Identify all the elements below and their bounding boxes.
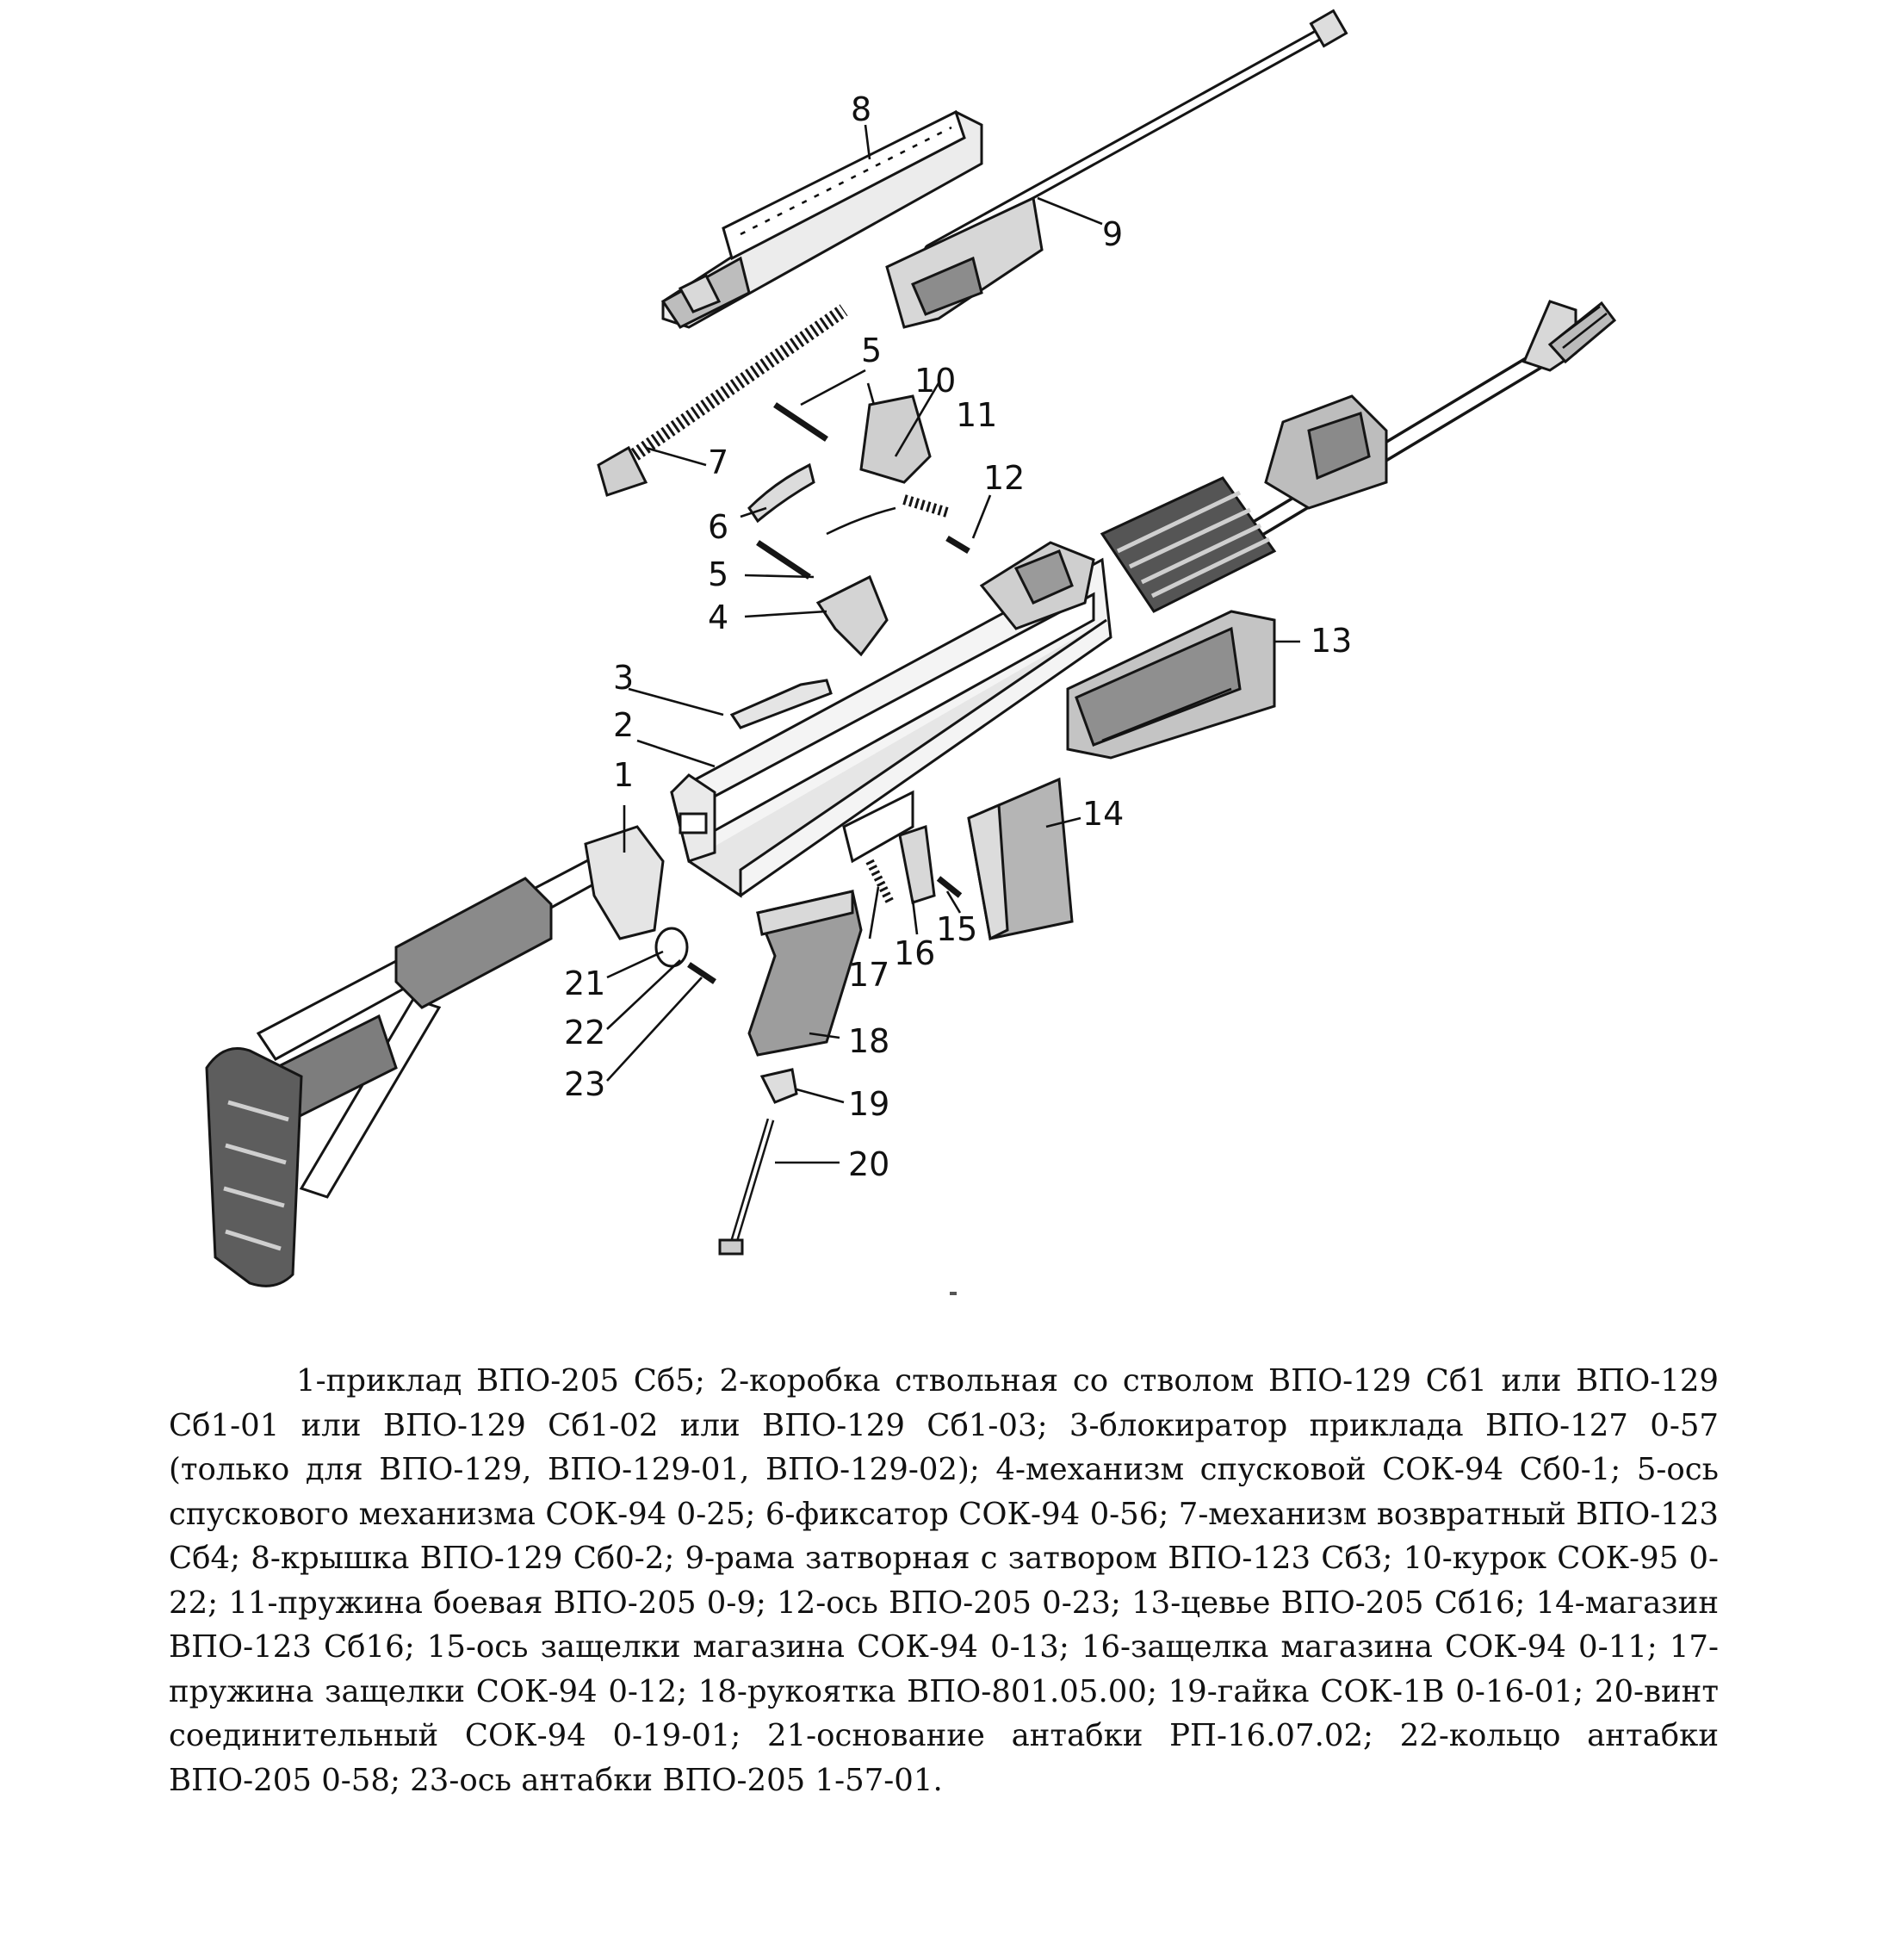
label-17: 17 xyxy=(848,956,890,994)
label-10: 10 xyxy=(914,362,957,400)
label-19: 19 xyxy=(848,1085,890,1123)
label-15: 15 xyxy=(936,910,978,948)
label-23: 23 xyxy=(564,1065,606,1103)
label-7: 7 xyxy=(708,443,729,481)
label-6: 6 xyxy=(708,508,729,546)
label-12: 12 xyxy=(983,459,1026,497)
label-11: 11 xyxy=(956,396,998,434)
part-upper-handguard xyxy=(1102,478,1274,611)
label-13: 13 xyxy=(1311,622,1353,660)
label-21: 21 xyxy=(564,964,606,1002)
part-magazine xyxy=(969,779,1072,939)
part-barrel xyxy=(1205,301,1614,560)
label-14: 14 xyxy=(1082,795,1125,833)
label-4: 4 xyxy=(708,599,729,636)
stray-mark xyxy=(950,1292,957,1295)
label-20: 20 xyxy=(848,1145,890,1183)
parts-legend-caption: 1-приклад ВПО-205 Сб5; 2-коробка ствольная со стволом ВПО-129 Сб1 или ВПО-129 Сб1-01 или ВПО-129 Сб1-02 или ВПО-129 Сб1-03; 3-блокиратор приклада ВПО-127 0-57 (только для ВПО-129, ВПО-129-01, ВПО-129-02); 4-механизм спусковой СОК-94 Сб0-1; 5-ось спускового механизма СОК-94 0-25; 6-фиксатор СОК-94 0-56; 7-механизм возвратный ВПО-123 Сб4; 8-крышка ВПО-129 Сб0-2; 9-рама затворная с затвором ВПО-123 Сб3; 10-курок СОК-95 0-22; 11-пружина боевая ВПО-205 0-9; 12-ось ВПО-205 0-23; 13-цевье ВПО-205 Сб16; 14-магазин ВПО-123 Сб16; 15-ось защелки магазина СОК-94 0-13; 16-защелка магазина СОК-94 0-11; 17-пружина защелки СОК-94 0-12; 18-рукоятка ВПО-801.05.00; 19-гайка СОК-1В 0-16-01; 20-винт соединительный СОК-94 0-19-01; 21-основание антабки РП-16.07.02; 22-кольцо антабки ВПО-205 0-58; 23-ось антабки ВПО-205 1-57-01. xyxy=(169,1363,1719,1798)
label-16: 16 xyxy=(894,934,936,972)
label-1: 1 xyxy=(613,756,635,794)
label-18: 18 xyxy=(848,1022,890,1060)
part-stock xyxy=(207,827,663,1286)
label-8: 8 xyxy=(851,90,872,128)
label-5a: 5 xyxy=(708,555,729,593)
label-2: 2 xyxy=(613,706,635,744)
label-22: 22 xyxy=(564,1014,606,1051)
label-5b: 5 xyxy=(861,332,883,369)
label-3: 3 xyxy=(613,659,635,697)
part-mag-catch xyxy=(870,827,960,904)
part-pistol-grip xyxy=(749,891,861,1055)
label-9: 9 xyxy=(1102,215,1124,253)
